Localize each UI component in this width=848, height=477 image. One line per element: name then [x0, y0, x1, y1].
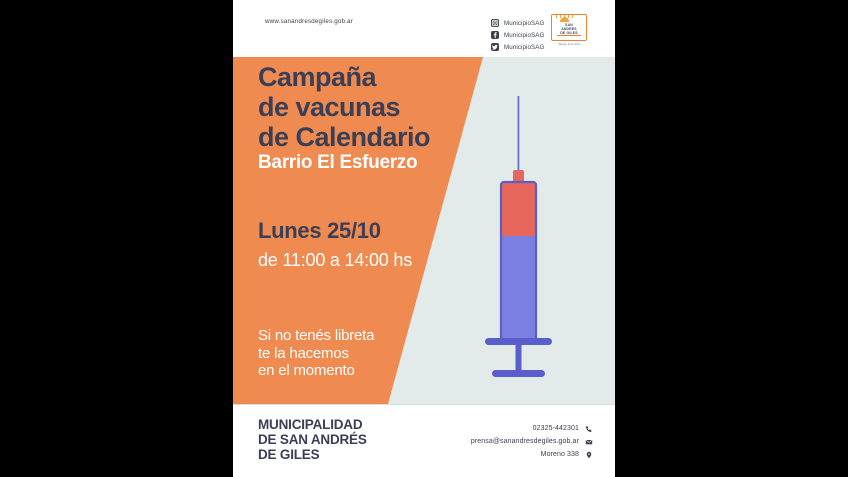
- title-line-1: Campaña: [258, 62, 377, 92]
- contact-email-label: prensa@sanandresdegiles.gob.ar: [470, 438, 579, 445]
- contact-email: [413, 435, 593, 448]
- logo-divider: [557, 35, 581, 36]
- poster-footer: [233, 404, 615, 477]
- poster-title: [258, 62, 478, 152]
- website-url: www.sanandresdegiles.gob.ar: [265, 18, 353, 25]
- logo-tagline: Tengo vivir acá: [558, 42, 580, 46]
- poster-header: [233, 0, 615, 57]
- note-line-1: Si no tenés libreta: [258, 327, 375, 344]
- municipality-line-2: DE SAN ANDRÉS: [258, 432, 367, 447]
- poster-subtitle: Barrio El Esfuerzo: [258, 152, 418, 173]
- title-line-3: de Calendario: [258, 122, 431, 152]
- facebook-icon: [491, 31, 499, 39]
- social-twitter-label: MunicipioSAG: [504, 43, 545, 51]
- note-line-2: te la hacemos: [258, 344, 349, 362]
- event-date: Lunes 25/10: [258, 218, 381, 243]
- instagram-icon: [491, 19, 499, 27]
- event-time: de 11:00 a 14:00 hs: [258, 250, 412, 270]
- note-line-3: en el momento: [258, 362, 355, 379]
- logo-sun-icon: [560, 17, 569, 22]
- location-icon: [585, 451, 593, 459]
- twitter-icon: [491, 43, 499, 51]
- contact-info: [413, 422, 593, 461]
- social-facebook-label: MunicipioSAG: [504, 31, 545, 39]
- logo-text-line1: SAN: [565, 23, 573, 27]
- logo-text-line3: DE GILES: [560, 31, 578, 35]
- vaccination-campaign-poster: [233, 0, 615, 477]
- municipality-line-3: DE GILES: [258, 447, 320, 462]
- contact-address: [413, 448, 593, 461]
- san-andres-de-giles-logo: [545, 10, 593, 48]
- poster-note: [258, 327, 458, 380]
- contact-phone-label: 02325-442301: [532, 425, 579, 432]
- mail-icon: [585, 438, 593, 446]
- phone-icon: [585, 425, 593, 433]
- municipality-line-1: MUNICIPALIDAD: [258, 417, 363, 432]
- contact-phone: [413, 422, 593, 435]
- logo-text: [551, 23, 587, 35]
- logo-text-line2: ANDRES: [561, 27, 577, 31]
- municipality-name: [258, 417, 367, 462]
- title-line-2: de vacunas: [258, 92, 401, 122]
- social-instagram-label: MunicipioSAG: [504, 19, 545, 27]
- contact-address-label: Moreno 338: [540, 451, 579, 458]
- footer-divider: [233, 404, 615, 405]
